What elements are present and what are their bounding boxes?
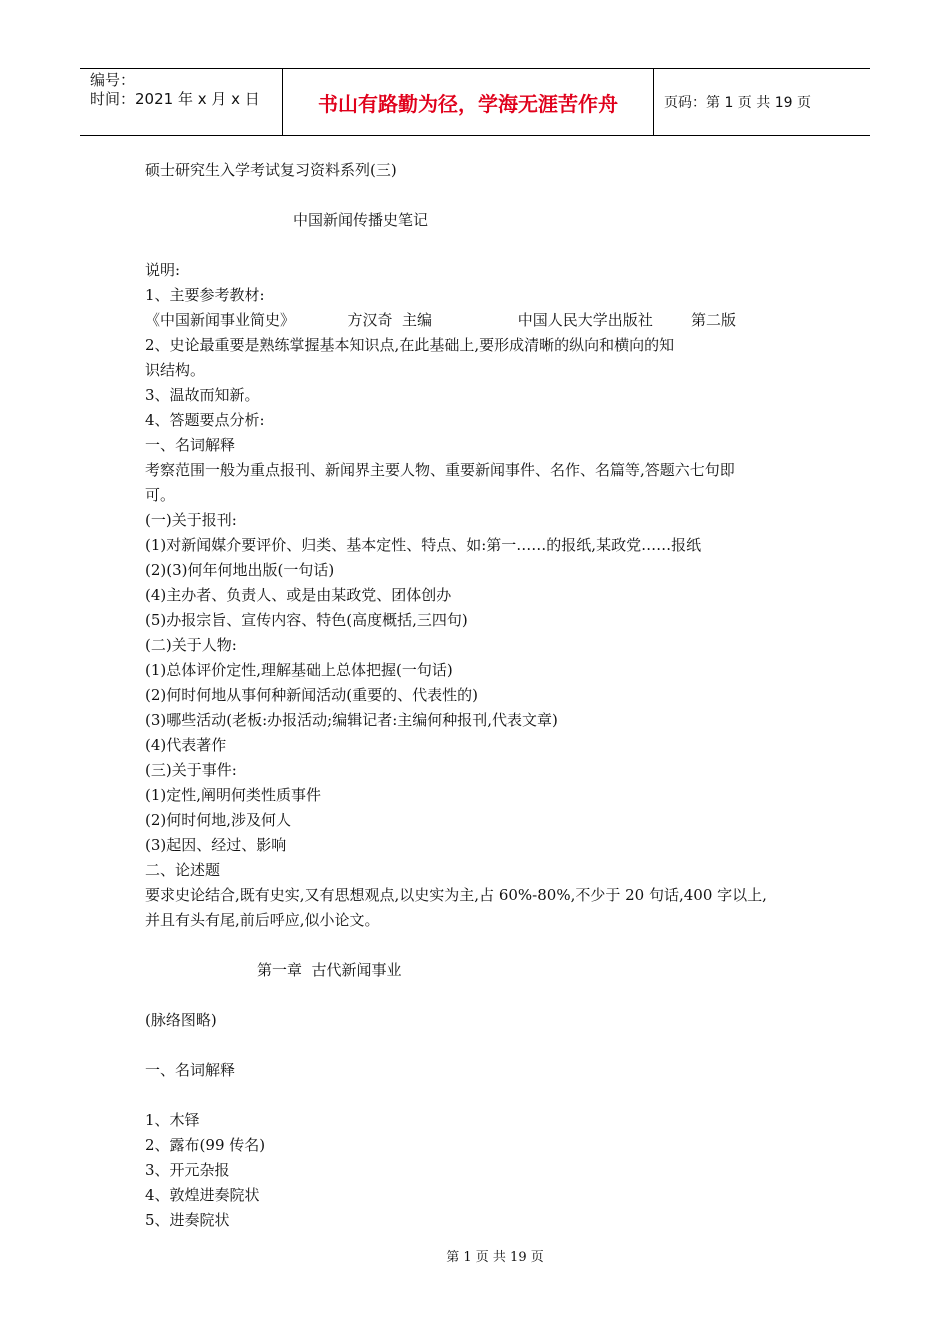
text-line: (1)总体评价定性,理解基础上总体把握(一句话) (145, 661, 453, 679)
header-meta (80, 69, 282, 135)
blank-line (145, 1083, 825, 1108)
text-line: 1、木铎 (145, 1111, 200, 1129)
text-line: (1)定性,阐明何类性质事件 (145, 786, 322, 804)
text-line: (3)哪些活动(老板:办报活动;编辑记者:主编何种报刊,代表文章) (145, 711, 558, 729)
text-line: 考察范围一般为重点报刊、新闻界主要人物、重要新闻事件、名作、名篇等,答题六七句即 (145, 461, 735, 479)
text-line: (4)主办者、负责人、或是由某政党、团体创办 (145, 586, 452, 604)
blank-line (145, 933, 825, 958)
text-line: 2、露布(99 传名) (145, 1136, 266, 1154)
text-line: 4、答题要点分析: (145, 411, 265, 429)
text-line: 并且有头有尾,前后呼应,似小论文。 (145, 911, 380, 929)
text-line: 一、名词解释 (145, 1061, 236, 1079)
text-line: 说明: (145, 261, 181, 279)
text-line: (1)对新闻媒介要评价、归类、基本定性、特点、如:第一……的报纸,某政党……报纸 (145, 536, 702, 554)
text-line: (二)关于人物: (145, 636, 237, 654)
text-line: (脉络图略) (145, 1011, 217, 1029)
blank-line (145, 233, 825, 258)
text-line: 第一章 古代新闻事业 (257, 961, 402, 979)
text-line: 中国新闻传播史笔记 (293, 211, 429, 229)
text-line: (3)起因、经过、影响 (145, 836, 287, 854)
header-page-info: 页码：第 1 页 共 19 页 (664, 95, 811, 111)
text-line: 5、进奏院状 (145, 1211, 230, 1229)
document-body (145, 158, 825, 1233)
text-line: 一、名词解释 (145, 436, 236, 454)
text-line: 要求史论结合,既有史实,又有思想观点,以史实为主,占 60%-80%,不少于 20 句话,400 字以上, (145, 886, 767, 904)
text-line: (4)代表著作 (145, 736, 227, 754)
text-line: (2)何时何地从事何种新闻活动(重要的、代表性的) (145, 686, 478, 704)
text-line: 硕士研究生入学考试复习资料系列(三) (145, 161, 397, 179)
text-line: 1、主要参考教材: (145, 286, 265, 304)
text-line: 识结构。 (145, 361, 206, 379)
text-line: (2)何时何地,涉及何人 (145, 811, 292, 829)
document-header (80, 68, 870, 136)
text-line: 2、史论最重要是熟练掌握基本知识点,在此基础上,要形成清晰的纵向和横向的知 (145, 336, 675, 354)
text-line: 3、开元杂报 (145, 1161, 230, 1179)
text-line: (2)(3)何年何地出版(一句话) (145, 561, 335, 579)
text-line: (三)关于事件: (145, 761, 237, 779)
text-line: 二、论述题 (145, 861, 221, 879)
text-line: (5)办报宗旨、宣传内容、特色(高度概括,三四句) (145, 611, 468, 629)
page-footer: 第 1 页 共 19 页 (446, 1250, 544, 1265)
text-line: 3、温故而知新。 (145, 386, 260, 404)
text-line: (一)关于报刊: (145, 511, 237, 529)
blank-line (145, 183, 825, 208)
text-line: 4、敦煌进奏院状 (145, 1186, 260, 1204)
document-time-label: 时间：2021 年 x 月 x 日 (90, 90, 260, 108)
text-line: 《中国新闻事业简史》 方汉奇 主编 中国人民大学出版社 第二版 (145, 311, 736, 329)
document-number-label: 编号： (90, 71, 136, 89)
blank-line (145, 1033, 825, 1058)
blank-line (145, 983, 825, 1008)
header-slogan: 书山有路勤为径，学海无涯苦作舟 (282, 69, 654, 135)
text-line: 可。 (145, 486, 176, 504)
